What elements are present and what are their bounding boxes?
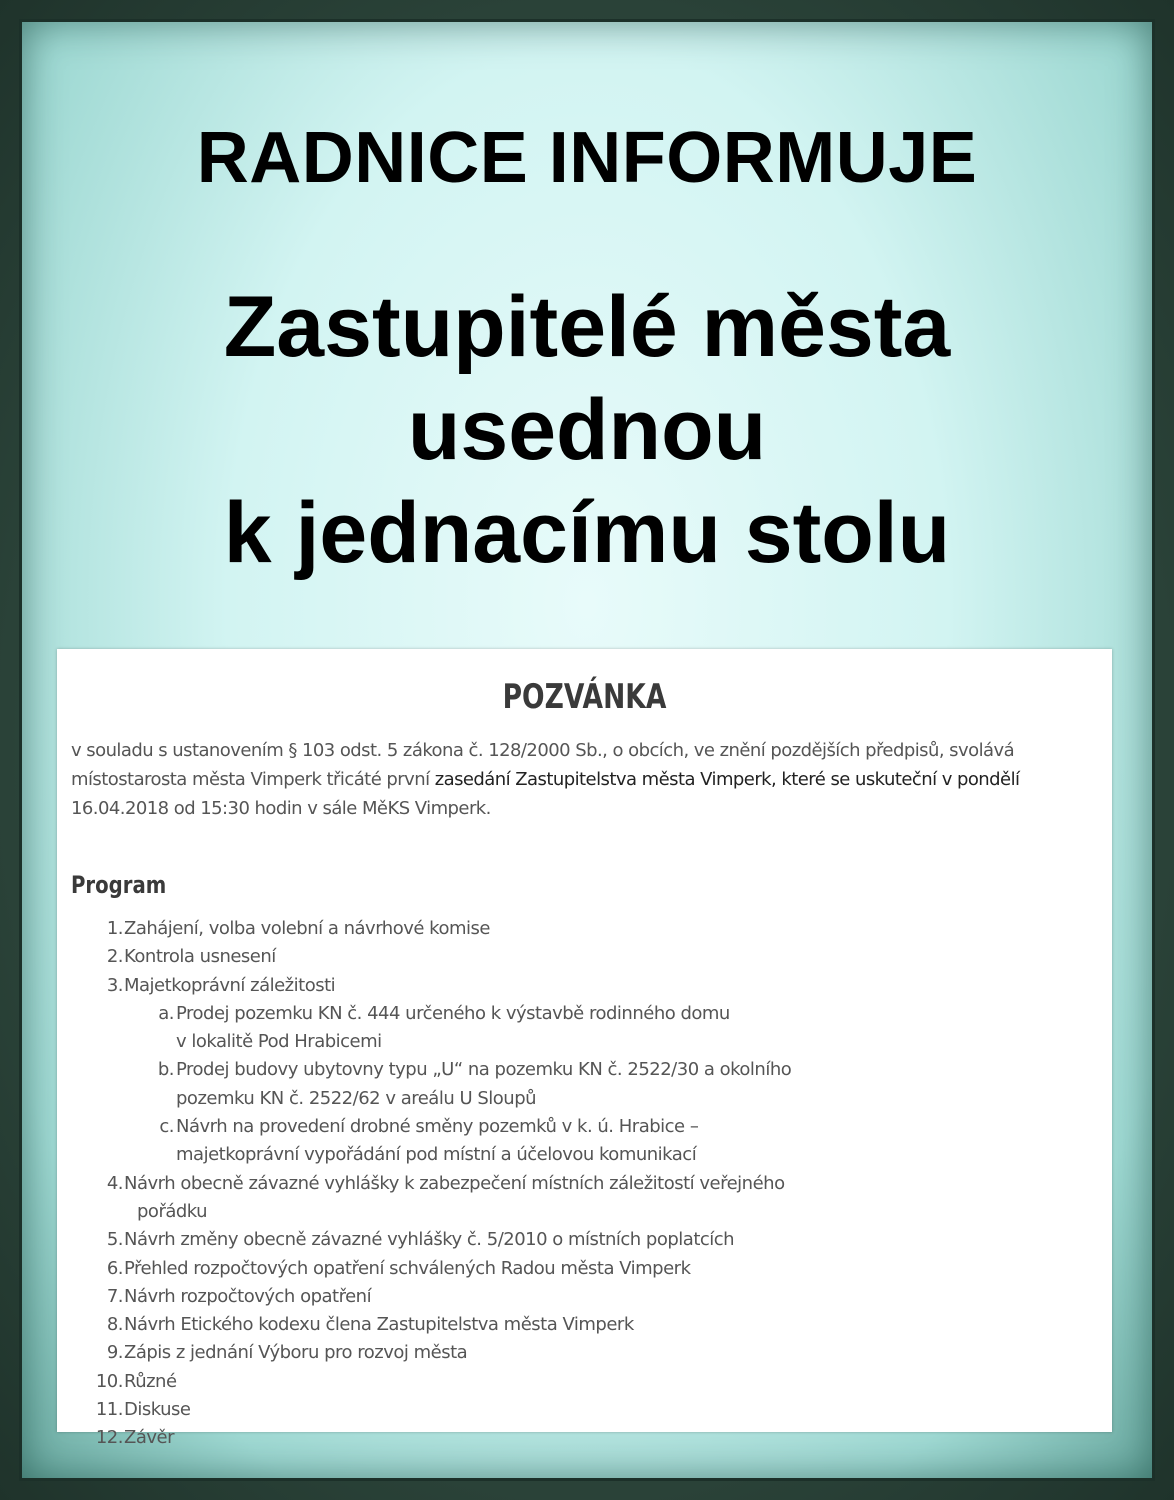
agenda-item-line (57, 1368, 1112, 1396)
agenda-item-text-continued: pozemku KN č. 2522/62 v areálu U Sloupů (176, 1087, 537, 1109)
agenda-item-number: 12. (95, 1427, 123, 1449)
agenda-item-text: Zápis z jednání Výboru pro rozvoj města (124, 1342, 468, 1364)
agenda-item-text-continued: pořádku (137, 1200, 208, 1222)
agenda-item-line (57, 1396, 1112, 1424)
agenda-item-text: Zahájení, volba volební a návrhové komise (124, 918, 490, 939)
agenda-item-number: 6. (106, 1257, 123, 1279)
agenda-item-text: Návrh na provedení drobné směny pozemků v k. ú. Hrabice – (176, 1116, 699, 1138)
agenda-item-text: Návrh obecně závazné vyhlášky k zabezpečení místních záležitostí veřejného (124, 1172, 785, 1194)
agenda-item-line (57, 1255, 1112, 1283)
agenda-item-number: 4. (106, 1172, 123, 1194)
title-line: Zastupitelé města (223, 279, 951, 375)
agenda-item-text: Závěr (124, 1427, 174, 1449)
agenda-item-number: 5. (106, 1229, 123, 1251)
agenda-item-line (57, 972, 1112, 1000)
agenda-list (57, 915, 1112, 1453)
agenda-item-number: 2. (106, 946, 123, 968)
agenda-item-line (57, 1170, 1112, 1198)
agenda-item-line (57, 1424, 1112, 1452)
agenda-item-number: b. (157, 1059, 174, 1081)
agenda-item-text: Různé (124, 1370, 177, 1392)
agenda-item-number: 8. (106, 1314, 123, 1336)
title-line: k jednacímu stolu (223, 485, 951, 581)
agenda-item-line (57, 943, 1112, 971)
agenda-item-text: Prodej pozemku KN č. 444 určeného k výstavbě rodinného domu (176, 1002, 730, 1024)
intro-line: v souladu s ustanovením § 103 odst. 5 zákona č. 128/2000 Sb., o obcích, ve znění pozdějších předpisů, svolává (71, 740, 1015, 761)
agenda-item-text: Návrh Etického kodexu člena Zastupitelstva města Vimperk (124, 1314, 634, 1336)
agenda-subitem-line (57, 1113, 1112, 1141)
intro-line-emphasis: zasedání Zastupitelstva města Vimperk, které se uskuteční v pondělí (434, 769, 1020, 790)
invitation-intro (71, 736, 1101, 823)
invitation-heading: POZVÁNKA (502, 677, 667, 717)
agenda-item-line (57, 1339, 1112, 1367)
agenda-item-text-continued: v lokalitě Pod Hrabicemi (176, 1031, 382, 1053)
agenda-subitem-line (57, 1141, 1112, 1169)
invitation-document (57, 649, 1112, 1449)
agenda-item-line (57, 1283, 1112, 1311)
intro-line: místostarosta města Vimperk třicáté první (71, 769, 435, 790)
agenda-item-number: 3. (106, 974, 123, 996)
agenda-item-text: Návrh rozpočtových opatření (124, 1285, 372, 1307)
agenda-item-text: Přehled rozpočtových opatření schválených Radou města Vimperk (124, 1257, 691, 1279)
agenda-item-line (57, 915, 1112, 943)
title-line: usednou (407, 382, 767, 478)
agenda-item-number: c. (159, 1116, 174, 1138)
agenda-item-text: Návrh změny obecně závazné vyhlášky č. 5/2010 o místních poplatcích (124, 1229, 735, 1251)
agenda-item-text-continued: majetkoprávní vypořádání pod místní a účelovou komunikací (176, 1144, 697, 1166)
main-title (22, 279, 1152, 593)
agenda-item-number: 7. (106, 1285, 123, 1307)
program-heading: Program (71, 871, 167, 899)
agenda-item-line (57, 1311, 1112, 1339)
poster (22, 22, 1152, 1478)
agenda-item-line (57, 1198, 1112, 1226)
agenda-subitem-line (57, 1056, 1112, 1084)
agenda-item-number: 1. (106, 918, 123, 939)
agenda-item-number: 10. (95, 1370, 123, 1392)
agenda-subitem-line (57, 1085, 1112, 1113)
kicker-heading: RADNICE INFORMUJE (196, 118, 978, 198)
agenda-item-number: 11. (95, 1399, 123, 1421)
agenda-item-text: Prodej budovy ubytovny typu „U“ na pozemku KN č. 2522/30 a okolního (176, 1059, 792, 1081)
agenda-subitem-line (57, 1028, 1112, 1056)
agenda-item-line (57, 1226, 1112, 1254)
agenda-item-number: 9. (106, 1342, 123, 1364)
intro-line: 16.04.2018 od 15:30 hodin v sále MěKS Vimperk. (71, 798, 491, 819)
agenda-item-text: Kontrola usnesení (124, 946, 276, 968)
agenda-item-text: Majetkoprávní záležitosti (124, 974, 336, 996)
agenda-item-number: a. (158, 1002, 174, 1024)
agenda-item-text: Diskuse (124, 1399, 191, 1421)
agenda-subitem-line (57, 1000, 1112, 1028)
